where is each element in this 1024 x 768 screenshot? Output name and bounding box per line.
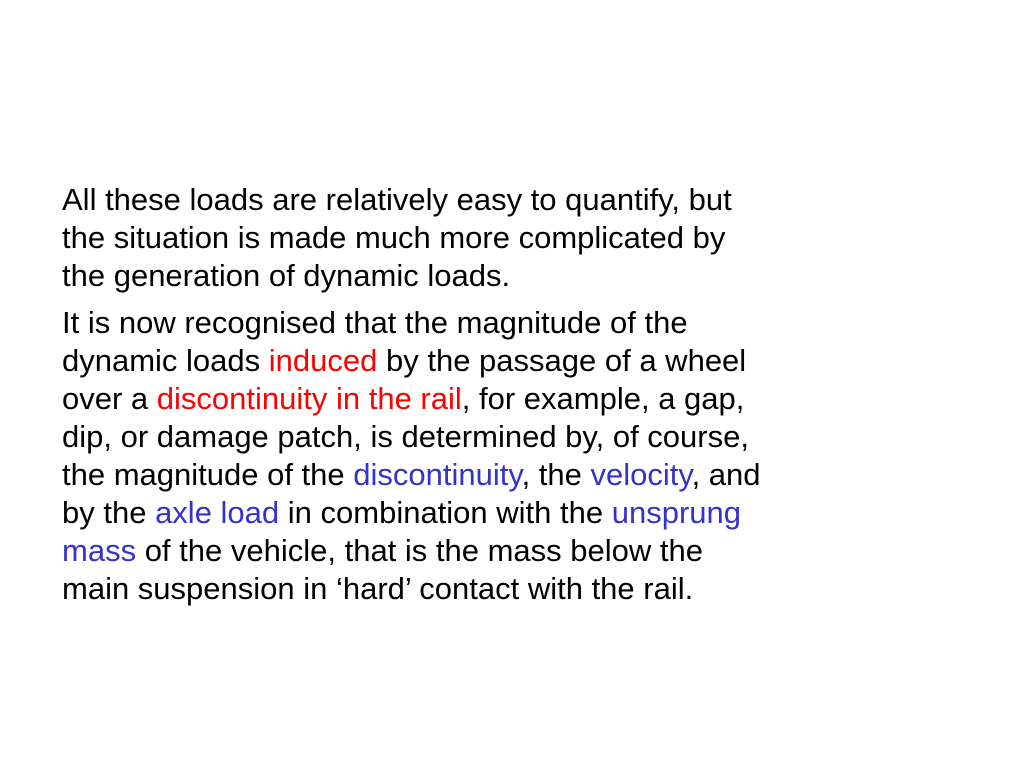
highlight-discontinuity-in-the-rail: discontinuity in the rail [156,381,462,416]
text-segment: by the [62,495,156,530]
keyword-mass: mass [62,533,137,568]
text-segment: of the vehicle, that is the mass below the [136,533,703,568]
text-segment: the magnitude of the [62,457,354,492]
text-segment: , and [691,457,761,492]
paragraph-1-line-1: All these loads are relatively easy to quantify, but [62,182,732,217]
keyword-discontinuity: discontinuity [353,457,522,492]
paragraph-2-line-6 [62,494,992,532]
text-segment: It is now recognised that the magnitude of the [62,305,688,340]
text-segment: , the [521,457,591,492]
paragraph-2-line-8 [62,570,992,608]
text-segment: dynamic loads [62,343,269,378]
text-segment: by the passage of a wheel [377,343,747,378]
paragraph-1 [62,181,992,295]
paragraph-2-line-1 [62,304,992,342]
highlight-induced: induced [268,343,378,378]
text-segment: over a [62,381,157,416]
paragraph-2-line-7 [62,532,992,570]
text-segment: in combination with the [279,495,612,530]
paragraph-1-line-2: the situation is made much more complicated by [62,220,726,255]
paragraph-2-line-4 [62,418,992,456]
paragraph-2-line-2 [62,342,992,380]
text-segment: , for example, a gap, [461,381,745,416]
text-segment: main suspension in ‘hard’ contact with the rail. [62,571,694,606]
keyword-unsprung: unsprung [611,495,742,530]
paragraph-2 [62,304,992,608]
slide-body-text [62,181,992,617]
paragraph-2-line-5 [62,456,992,494]
paragraph-1-line-3: the generation of dynamic loads. [62,258,511,293]
keyword-axle-load: axle load [155,495,280,530]
paragraph-2-line-3 [62,380,992,418]
text-segment: dip, or damage patch, is determined by, of course, [62,419,749,454]
keyword-velocity: velocity [590,457,692,492]
